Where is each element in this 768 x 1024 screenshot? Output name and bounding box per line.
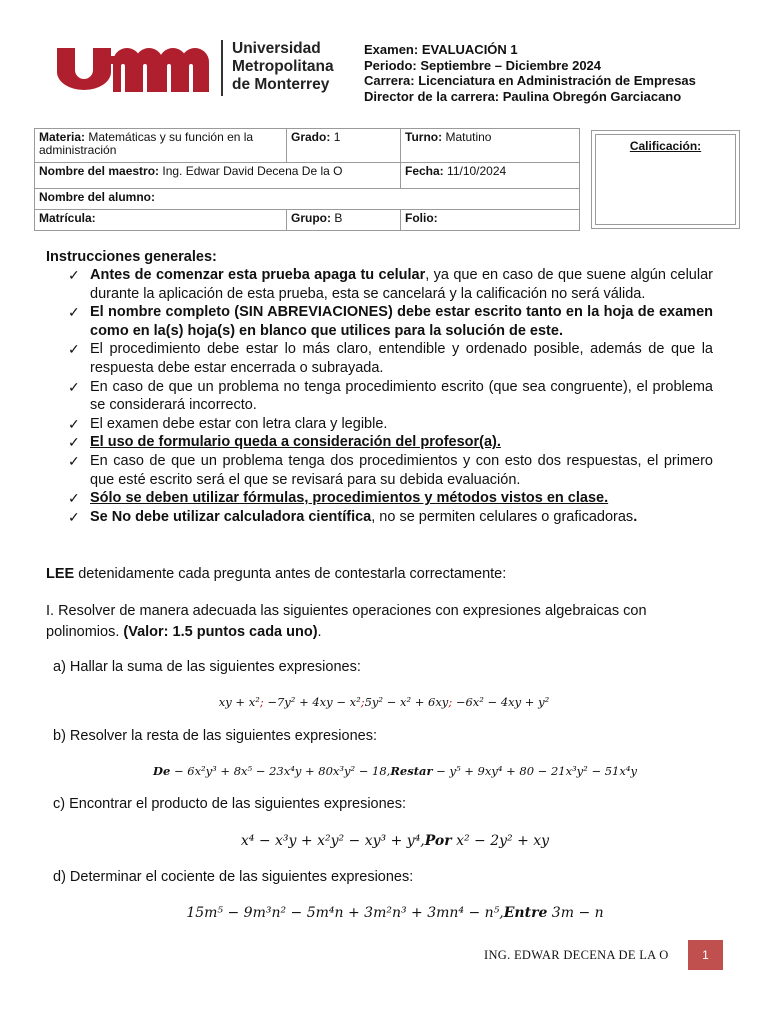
read-carefully-note: LEE detenidamente cada pregunta antes de contestarla correctamente: bbox=[46, 566, 507, 582]
exam-info bbox=[364, 42, 696, 104]
instruction-item: ✓ Sólo se deben utilizar fórmulas, procedimientos y métodos vistos en clase. bbox=[68, 490, 609, 507]
instruction-item: ✓ El procedimiento debe estar lo más claro, entendible y ordenado posible, además de que la respuesta debe estar encerrada o subrayada. bbox=[68, 341, 713, 376]
question-c: c) Encontrar el producto de las siguientes expresiones: bbox=[53, 796, 407, 812]
page-number: 1 bbox=[688, 940, 723, 970]
question-d: d) Determinar el cociente de las siguientes expresiones: bbox=[53, 869, 414, 885]
checkmark-icon: ✓ bbox=[68, 267, 80, 283]
grupo-cell: Grupo: B bbox=[287, 210, 401, 231]
footer-author: ING. EDWAR DECENA DE LA O bbox=[484, 948, 669, 962]
checkmark-icon: ✓ bbox=[68, 452, 80, 469]
folio-cell[interactable]: Folio: bbox=[401, 210, 580, 231]
instruction-item: ✓ En caso de que un problema no tenga procedimiento escrito (que sea congruente), el problema se considerará incorrecto. bbox=[68, 378, 713, 414]
calificacion-label: Calificación: bbox=[629, 139, 702, 153]
period-line: Periodo: Septiembre – Diciembre 2024 bbox=[364, 57, 602, 73]
checkmark-icon: ✓ bbox=[68, 490, 80, 507]
instruction-item: ✓ El examen debe estar con letra clara y legible. bbox=[68, 415, 388, 432]
calificacion-box bbox=[591, 130, 740, 229]
checkmark-icon: ✓ bbox=[68, 378, 80, 395]
exam-line: Examen: EVALUACIÓN 1 bbox=[364, 42, 518, 57]
instruction-item: ✓ Se No debe utilizar calculadora científica, no se permiten celulares o graficadoras. bbox=[68, 508, 638, 525]
instruction-item: ✓ En caso de que un problema tenga dos procedimientos y con esto dos respuestas, el primero que esté escrito será el que se revisará para su debida evaluación. bbox=[68, 452, 713, 488]
question-b-expression: De − 6x²y³ + 8x⁵ − 23x⁴y + 80x³y² − 18,Restar − y⁵ + 9xy⁴ + 80 − 21x³y² − 51x⁴y bbox=[153, 764, 637, 778]
logo-divider bbox=[221, 40, 223, 96]
turno-cell: Turno: Matutino bbox=[401, 129, 580, 163]
question-a: a) Hallar la suma de las siguientes expresiones: bbox=[53, 659, 361, 675]
student-info-table bbox=[34, 128, 580, 231]
matricula-cell[interactable]: Matrícula: bbox=[35, 210, 287, 231]
university-line-1: Universidad bbox=[232, 40, 321, 57]
checkmark-icon: ✓ bbox=[68, 508, 80, 525]
grado-cell: Grado: 1 bbox=[287, 129, 401, 163]
career-line: Carrera: Licenciatura en Administración de Empresas bbox=[364, 73, 696, 88]
umm-logo bbox=[55, 42, 215, 94]
materia-cell: Materia: Matemáticas y su función en la administración bbox=[35, 129, 287, 163]
section-1-heading: I. Resolver de manera adecuada las siguientes operaciones con expresiones algebraicas con polinomios. (Valor: 1.5 puntos cada uno). bbox=[46, 603, 647, 640]
maestro-cell: Nombre del maestro: Ing. Edwar David Decena De la O bbox=[35, 163, 401, 189]
university-name bbox=[232, 40, 334, 94]
instruction-item: ✓ Antes de comenzar esta prueba apaga tu celular, ya que en caso de que suene algún celular durante la aplicación de esta prueba, esta se cancelará y la calificación no será válida. bbox=[68, 267, 713, 302]
instructions-list bbox=[68, 266, 713, 526]
university-line-3: de Monterrey bbox=[232, 76, 330, 93]
fecha-cell: Fecha: 11/10/2024 bbox=[401, 163, 580, 189]
checkmark-icon: ✓ bbox=[68, 415, 80, 432]
university-line-2: Metropolitana bbox=[232, 58, 334, 75]
question-b: b) Resolver la resta de las siguientes expresiones: bbox=[53, 728, 377, 744]
director-line: Director de la carrera: Paulina Obregón Garciacano bbox=[364, 88, 682, 104]
instruction-item: ✓ El nombre completo (SIN ABREVIACIONES) debe estar escrito tanto en la hoja de examen como en la(s) hoja(s) en blanco que utilices para la solución de este. bbox=[68, 304, 713, 339]
question-c-expression: x⁴ − x³y + x²y² − xy³ + y⁴,Por x² − 2y² + xy bbox=[240, 833, 550, 849]
checkmark-icon: ✓ bbox=[68, 304, 80, 321]
checkmark-icon: ✓ bbox=[68, 434, 80, 451]
instructions-title: Instrucciones generales: bbox=[46, 249, 217, 265]
question-a-expression: xy + x²; −7y² + 4xy − x²;5y² − x² + 6xy; −6x² − 4xy + y² bbox=[218, 695, 550, 709]
question-d-expression: 15m⁵ − 9m³n² − 5m⁴n + 3m²n³ + 3mn⁴ − n⁵,Entre 3m − n bbox=[186, 905, 604, 921]
checkmark-icon: ✓ bbox=[68, 341, 80, 358]
alumno-cell[interactable]: Nombre del alumno: bbox=[35, 189, 580, 210]
instruction-item: ✓ El uso de formulario queda a consideración del profesor(a). bbox=[68, 434, 501, 451]
